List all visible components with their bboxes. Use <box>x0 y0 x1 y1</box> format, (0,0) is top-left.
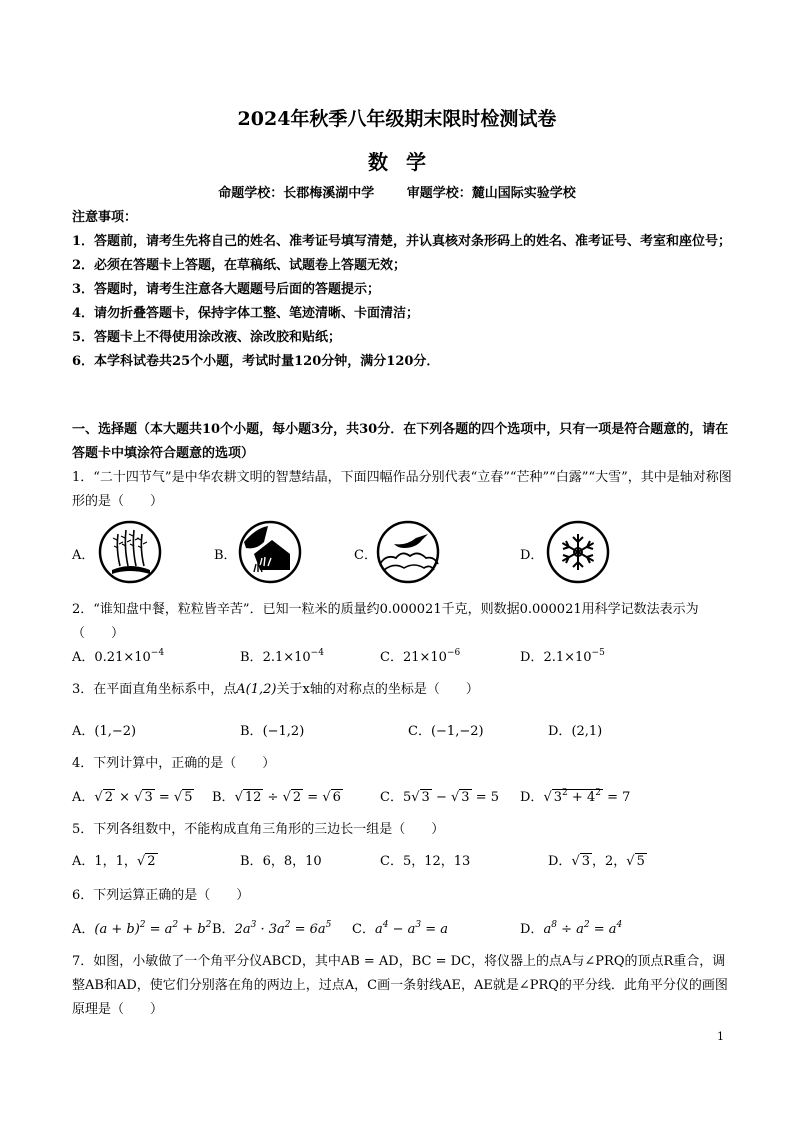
radicand: 2 <box>292 790 302 805</box>
option-label: D． <box>520 922 544 937</box>
operator: × <box>119 790 131 805</box>
page-title: 2024年秋季八年级期末限时检测试卷 <box>237 108 557 130</box>
option-b <box>240 850 322 874</box>
radicand: 5 <box>184 790 193 805</box>
option-b <box>240 646 324 670</box>
option-label: D． <box>520 548 544 563</box>
radicand: 3 <box>581 854 591 869</box>
option-label: A． <box>72 922 95 937</box>
option-b: B．√ 12 ÷ √ 2 = √ 6 <box>212 790 341 805</box>
option-label: B． <box>214 548 237 563</box>
option-label: C． <box>354 548 377 563</box>
option-exponent: −4 <box>310 648 324 658</box>
question-6-options <box>72 918 732 946</box>
question-2-options <box>72 646 732 674</box>
radicand: 12 <box>244 790 262 805</box>
option-label: D． <box>548 854 572 869</box>
term: 2a <box>234 922 251 937</box>
option-b <box>240 720 304 744</box>
question-6-stem: 6．下列运算正确的是（ ） <box>72 888 250 903</box>
question-4-options <box>72 786 732 814</box>
term: = 6a <box>290 922 326 937</box>
option-c: C．5√ 3 − √ 3 = 5 <box>380 790 499 805</box>
option-label: D． <box>548 724 572 739</box>
radicand: 2 <box>147 854 156 869</box>
note-item: 6．本学科试卷共25个小题，考试时量120分钟，满分120分． <box>72 354 440 369</box>
point-a: A(1,2) <box>236 682 277 697</box>
option-c <box>352 918 448 942</box>
option-label: B． <box>240 854 263 869</box>
question-3-stem <box>72 678 732 702</box>
option-value: (2,1) <box>571 724 603 739</box>
notes-heading: 注意事项： <box>72 210 138 225</box>
note-item: 1．答题前，请考生先将自己的姓名、准考证号填写清楚，并认真核对条形码上的姓名、准考证号、考室和座位号； <box>72 234 732 249</box>
exponent: 2 <box>562 788 568 798</box>
exponent: 5 <box>325 920 332 930</box>
page-number: 1 <box>717 1030 724 1043</box>
exponent: 2 <box>205 920 212 930</box>
section-heading: 一、选择题（本大题共10个小题，每小题3分，共30分．在下列各题的四个选项中，只有一项是符合题意的，请在答题卡中填涂符合题意的选项） <box>72 422 729 461</box>
option-d <box>520 918 622 942</box>
option-d <box>520 646 605 670</box>
term: a <box>374 922 383 937</box>
option-label: B． <box>212 922 235 937</box>
radicand: 6 <box>332 790 341 805</box>
exponent: 4 <box>616 920 623 930</box>
question-5-options <box>72 850 732 878</box>
option-value: 1，1， <box>94 854 137 869</box>
option-d: D．√ 3 ，2，√ 5 <box>548 854 645 869</box>
option-label: D． <box>520 790 544 805</box>
note-item: 4．请勿折叠答题卡，保持字体工整、笔迹清晰、卡面清洁； <box>72 306 420 321</box>
option-label: C． <box>408 724 431 739</box>
option-label: A． <box>72 724 95 739</box>
question-1-stem: 1．“二十四节气”是中华农耕文明的智慧结晶，下面四幅作品分别代表“立春”“芒种”“白露”“大雪”，其中是轴对称图形的是（ ） <box>72 470 732 509</box>
option-c <box>380 646 460 670</box>
option-label: A． <box>72 548 95 563</box>
separator: ，2， <box>592 854 627 869</box>
option-d: D．√ $3^2 + 4^2 = 7$ <box>520 788 631 805</box>
bird-clouds-icon <box>376 520 440 584</box>
term: + b <box>178 922 206 937</box>
reviewer-school: 审题学校：麓山国际实验学校 <box>406 186 576 201</box>
exponent: 2 <box>583 920 590 930</box>
option-base: 21×10 <box>402 650 447 665</box>
question-2-stem: 2．“谁知盘中餐，粒粒皆辛苦”．已知一粒米的质量约0.000021千克，则数据0.000021用科学记数法表示为（ ） <box>72 602 699 641</box>
term: 3 <box>553 790 563 805</box>
radicand: 2 <box>104 790 113 805</box>
option-label: B． <box>240 650 263 665</box>
option-a: A．√ 2 × √ 3 = √ 5 <box>72 790 193 805</box>
rhs: = 5 <box>475 790 499 805</box>
option-value: 5，12，13 <box>402 854 471 869</box>
stem-text: 3．在平面直角坐标系中，点 <box>72 682 237 697</box>
operator: = <box>307 790 319 805</box>
term: − a <box>388 922 416 937</box>
operator: = <box>158 790 170 805</box>
term: · 3a <box>256 922 285 937</box>
notes-block <box>72 206 732 374</box>
option-label: B． <box>240 724 263 739</box>
radicand: 5 <box>636 854 645 869</box>
option-label: C． <box>380 650 403 665</box>
radicand: 3 <box>144 790 153 805</box>
question-3-options <box>72 720 732 748</box>
option-d <box>548 720 602 744</box>
snowflake-icon <box>546 520 610 584</box>
option-label: C． <box>352 922 375 937</box>
option-a <box>72 720 136 744</box>
note-item: 5．答题卡上不得使用涂改液、涂改胶和贴纸； <box>72 330 342 345</box>
term: 4 <box>586 790 596 805</box>
note-item: 2．必须在答题卡上答题，在草稿纸、试题卷上答题无效； <box>72 258 407 273</box>
option-a <box>72 646 164 670</box>
question-7-stem: 7．如图，小敏做了一个角平分仪ABCD，其中AB = AD，BC = DC，将仪器上的点A与∠PRQ的顶点R重合，调整AB和AD，使它们分别落在角的两边上，过点A，C画一条射线AE，AE就是∠PRQ的平分线．此角平分仪的画图原理是（ ） <box>72 954 728 1017</box>
option-value: (−1,2) <box>262 724 305 739</box>
option-label: A． <box>72 854 95 869</box>
author-school: 命题学校：长郡梅溪湖中学 <box>218 186 375 201</box>
option-c <box>408 720 484 744</box>
option-label: B． <box>212 790 235 805</box>
exponent: 2 <box>284 920 291 930</box>
exponent: 3 <box>250 920 257 930</box>
option-value: (−1,−2) <box>430 724 484 739</box>
option-base: 0.21×10 <box>94 650 151 665</box>
term: a <box>543 922 552 937</box>
option-label: C． <box>380 854 403 869</box>
radicand: 3 <box>461 790 470 805</box>
option-value: (1,−2) <box>94 724 137 739</box>
option-exponent: −5 <box>591 648 605 658</box>
exponent: 2 <box>172 920 179 930</box>
option-label: C． <box>380 790 403 805</box>
exponent: 8 <box>551 920 557 930</box>
option-a: A．1，1，√ 2 <box>72 854 156 869</box>
term: = a <box>421 922 449 937</box>
option-label: A． <box>72 650 95 665</box>
option-label: A． <box>72 790 95 805</box>
option-label: D． <box>520 650 544 665</box>
option-value: 6，8，10 <box>262 854 322 869</box>
term: (a + b) <box>94 922 140 937</box>
option-exponent: −6 <box>446 648 461 658</box>
subject-title: 数学 <box>368 150 444 174</box>
exponent: 3 <box>415 920 422 930</box>
note-item: 3．答题时，请考生注意各大题题号后面的答题提示； <box>72 282 381 297</box>
option-exponent: −4 <box>150 648 165 658</box>
school-info <box>0 182 794 201</box>
willow-icon <box>98 520 162 584</box>
mangzhong-icon <box>238 520 302 584</box>
term: ÷ a <box>556 922 584 937</box>
option-b <box>212 918 331 942</box>
question-5-stem: 5．下列各组数中，不能构成直角三角形的三边长一组是（ ） <box>72 822 445 837</box>
operator: + <box>571 790 583 805</box>
term: = a <box>589 922 617 937</box>
radicand: 3 <box>421 790 430 805</box>
option-c <box>380 850 470 874</box>
question-4-stem: 4．下列计算中，正确的是（ ） <box>72 756 276 771</box>
stem-text: 关于x轴的对称点的坐标是（ ） <box>276 682 479 697</box>
option-base: 2.1×10 <box>262 650 311 665</box>
exponent: 4 <box>382 920 389 930</box>
exponent: 2 <box>595 788 601 798</box>
option-a <box>72 918 211 942</box>
operator: − <box>435 790 447 805</box>
question-1-options <box>72 520 732 590</box>
operator: ÷ <box>267 790 279 805</box>
rhs: = 7 <box>607 790 631 805</box>
exponent: 2 <box>139 920 146 930</box>
option-base: 2.1×10 <box>543 650 592 665</box>
term: = a <box>145 922 173 937</box>
coefficient: 5 <box>402 790 412 805</box>
